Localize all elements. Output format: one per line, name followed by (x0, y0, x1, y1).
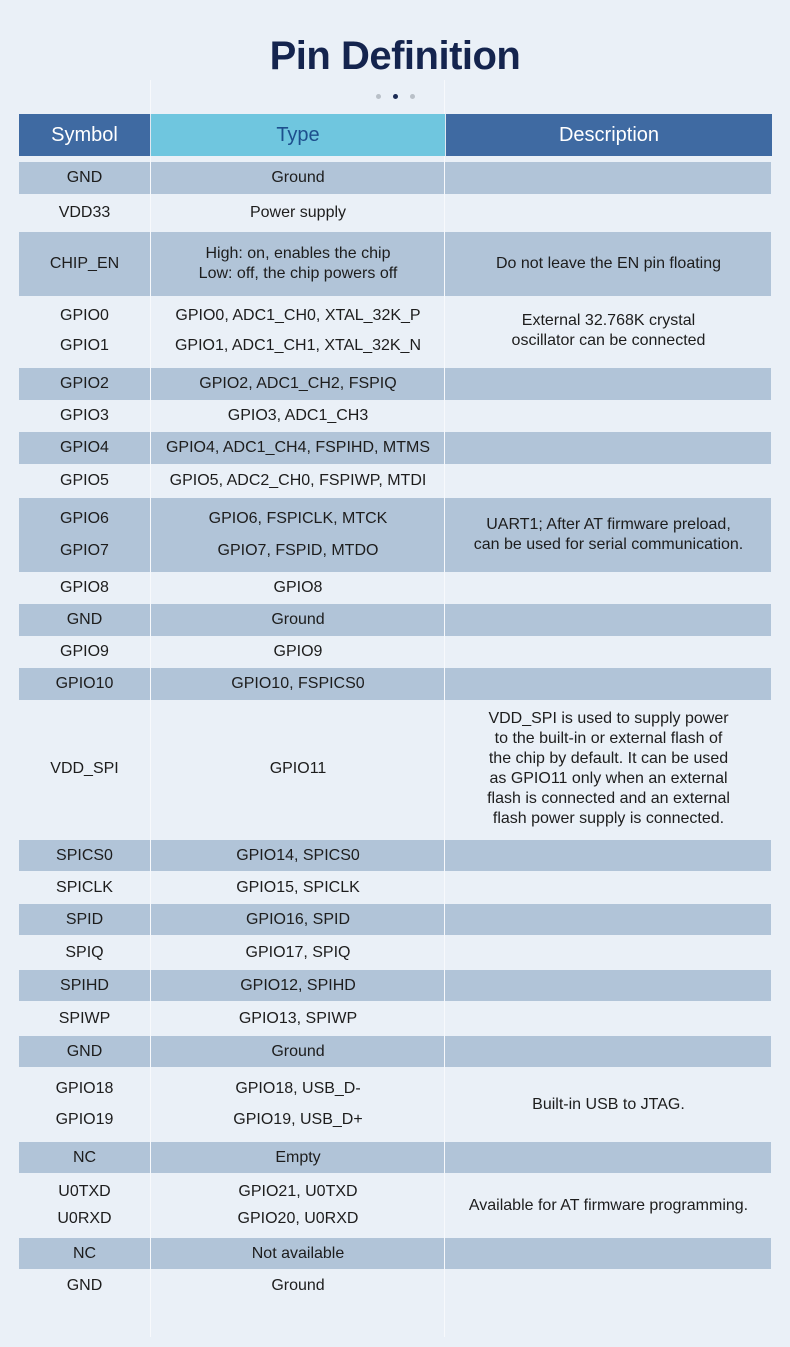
description-cell (446, 1270, 771, 1302)
description-cell (446, 1238, 771, 1269)
symbol-cell-text: GPIO2 (60, 375, 109, 392)
type-cell-text: High: on, enables the chip (205, 245, 391, 262)
type-cell (151, 604, 445, 636)
type-cell (151, 572, 445, 603)
table-header (19, 114, 771, 156)
type-cell (151, 872, 445, 904)
page-title: Pin Definition (269, 34, 521, 78)
type-cell-text: GPIO3, ADC1_CH3 (227, 406, 369, 424)
symbol-cell (19, 840, 150, 871)
cell-divider (444, 636, 445, 667)
description-cell-text: Available for AT firmware programming. (468, 1196, 749, 1214)
symbol-cell-text: VDD_SPI (50, 760, 119, 777)
symbol-cell (19, 232, 150, 296)
symbol-cell-text: SPIHD (60, 976, 109, 994)
symbol-cell (19, 296, 150, 366)
table-row (19, 904, 771, 935)
table-row (19, 464, 771, 497)
symbol-cell (19, 1174, 150, 1237)
symbol-cell-text: SPIQ (65, 943, 104, 961)
description-cell-text: the chip by default. It can be used (488, 750, 729, 767)
symbol-cell-text: GPIO10 (55, 675, 114, 692)
description-cell-text: as GPIO11 only when an external (489, 770, 728, 787)
description-cell (446, 872, 771, 904)
description-cell (446, 572, 771, 603)
table-row (19, 296, 771, 366)
table-row (19, 668, 771, 700)
symbol-cell-text: GPIO4 (60, 439, 109, 456)
type-cell (151, 936, 445, 969)
table-row (19, 700, 771, 838)
cell-divider (150, 1270, 151, 1302)
symbol-cell-text: GND (66, 169, 103, 186)
cell-divider (150, 668, 151, 700)
cell-divider (444, 1068, 445, 1141)
cell-divider (150, 162, 151, 194)
type-cell-text: GPIO0, ADC1_CH0, XTAL_32K_P (175, 307, 421, 324)
type-cell-text: GPIO6, FSPICLK, MTCK (208, 510, 388, 528)
type-cell (151, 196, 445, 229)
table-row (19, 604, 771, 636)
symbol-cell-text: SPICS0 (56, 846, 113, 864)
description-cell (446, 936, 771, 969)
symbol-cell (19, 872, 150, 904)
description-cell (446, 1036, 771, 1067)
cell-divider (444, 668, 445, 700)
type-cell-text: GPIO15, SPICLK (236, 879, 360, 896)
type-cell-text: Ground (271, 1042, 325, 1060)
cell-divider (444, 700, 445, 838)
type-cell-text: Ground (271, 1277, 325, 1294)
description-cell-text: to the built-in or external flash of (494, 730, 723, 747)
cell-divider (444, 1142, 445, 1173)
cell-divider (444, 1174, 445, 1237)
type-cell-text: Low: off, the chip powers off (198, 265, 398, 282)
type-cell-text: GPIO1, ADC1_CH1, XTAL_32K_N (174, 337, 422, 354)
symbol-cell (19, 162, 150, 194)
table-row (19, 196, 771, 229)
table-row (19, 1270, 771, 1302)
type-cell (151, 1238, 445, 1269)
type-cell (151, 1142, 445, 1173)
symbol-cell (19, 1142, 150, 1173)
header-symbol: Symbol (19, 114, 151, 156)
cell-divider (150, 498, 151, 572)
description-cell (446, 432, 771, 464)
description-cell (446, 1174, 771, 1237)
table-row (19, 232, 771, 296)
table-row (19, 840, 771, 871)
type-cell (151, 464, 445, 497)
type-cell (151, 232, 445, 296)
type-cell-text: Not available (251, 1244, 345, 1262)
symbol-cell (19, 196, 150, 229)
cell-divider (444, 296, 445, 366)
type-cell-text: GPIO7, FSPID, MTDO (217, 541, 379, 559)
type-cell-text: GPIO8 (273, 578, 323, 596)
cell-divider (444, 840, 445, 871)
cell-divider (150, 970, 151, 1001)
cell-divider (444, 936, 445, 969)
type-cell-text: Ground (271, 169, 325, 186)
type-cell-text: Power supply (249, 203, 347, 221)
type-cell-text: Ground (271, 611, 325, 628)
symbol-cell-text: NC (72, 1148, 97, 1166)
type-cell (151, 636, 445, 667)
type-cell-text: GPIO9 (273, 642, 323, 660)
description-cell (446, 904, 771, 935)
type-cell (151, 840, 445, 871)
table-row (19, 872, 771, 904)
cell-divider (444, 1270, 445, 1302)
symbol-cell-text: GPIO18 (55, 1080, 114, 1097)
table-row (19, 1142, 771, 1173)
cell-divider (150, 1036, 151, 1067)
carousel-dot[interactable] (410, 94, 415, 99)
cell-divider (444, 232, 445, 296)
symbol-cell (19, 498, 150, 572)
symbol-cell (19, 636, 150, 667)
cell-divider (444, 904, 445, 935)
description-cell (446, 668, 771, 700)
cell-divider (150, 464, 151, 497)
symbol-cell-text: GPIO0 (60, 307, 109, 324)
symbol-cell (19, 1270, 150, 1302)
type-cell-text: GPIO5, ADC2_CH0, FSPIWP, MTDI (169, 471, 427, 489)
symbol-cell-text: GPIO3 (60, 406, 109, 424)
table-row (19, 162, 771, 194)
symbol-cell-text: GND (66, 1277, 103, 1294)
cell-divider (150, 1142, 151, 1173)
cell-divider (150, 1068, 151, 1141)
description-cell-text: External 32.768K crystal (521, 312, 696, 329)
type-cell (151, 296, 445, 366)
symbol-cell-text: CHIP_EN (49, 255, 120, 272)
description-cell-text: can be used for serial communication. (473, 536, 744, 553)
cell-divider (150, 1002, 151, 1035)
symbol-cell (19, 604, 150, 636)
symbol-cell-text: SPID (65, 910, 104, 928)
table-row (19, 368, 771, 400)
cell-divider (150, 636, 151, 667)
cell-divider (150, 232, 151, 296)
symbol-cell-text: GPIO8 (60, 578, 109, 596)
cell-divider (150, 368, 151, 400)
header-type: Type (151, 114, 445, 156)
symbol-cell (19, 464, 150, 497)
symbol-cell-text: U0RXD (57, 1210, 112, 1228)
description-cell (446, 970, 771, 1001)
table-row (19, 936, 771, 969)
description-cell (446, 196, 771, 229)
type-cell-text: GPIO14, SPICS0 (236, 846, 360, 864)
cell-divider (444, 400, 445, 431)
table-row (19, 1068, 771, 1141)
type-cell-text: GPIO2, ADC1_CH2, FSPIQ (199, 375, 397, 392)
description-cell (446, 498, 771, 572)
table-row (19, 432, 771, 464)
description-cell (446, 604, 771, 636)
cell-divider (150, 1238, 151, 1269)
type-cell-text: Empty (275, 1148, 321, 1166)
description-cell (446, 296, 771, 366)
cell-divider (150, 400, 151, 431)
type-cell (151, 904, 445, 935)
cell-divider (150, 840, 151, 871)
type-cell (151, 1270, 445, 1302)
description-cell (446, 162, 771, 194)
symbol-cell (19, 970, 150, 1001)
cell-divider (150, 432, 151, 464)
type-cell-text: GPIO11 (269, 760, 327, 777)
description-cell (446, 232, 771, 296)
cell-divider (444, 872, 445, 904)
symbol-cell-text: GPIO7 (60, 541, 109, 559)
description-cell (446, 1002, 771, 1035)
carousel-dot[interactable] (376, 94, 381, 99)
symbol-cell (19, 368, 150, 400)
symbol-cell (19, 904, 150, 935)
type-cell (151, 1174, 445, 1237)
type-cell (151, 700, 445, 838)
description-cell (446, 1068, 771, 1141)
cell-divider (444, 432, 445, 464)
description-cell (446, 636, 771, 667)
symbol-cell-text: GPIO9 (60, 642, 109, 660)
symbol-cell (19, 700, 150, 838)
symbol-cell-text: VDD33 (58, 203, 111, 221)
symbol-cell-text: GPIO1 (60, 337, 109, 354)
table-row (19, 1174, 771, 1237)
symbol-cell-text: GPIO5 (60, 471, 109, 489)
type-cell (151, 1002, 445, 1035)
table-row (19, 1036, 771, 1067)
cell-divider (444, 970, 445, 1001)
description-cell-text: flash power supply is connected. (492, 810, 725, 827)
type-cell (151, 400, 445, 431)
type-cell-text: GPIO18, USB_D- (235, 1080, 361, 1097)
description-cell (446, 464, 771, 497)
type-cell (151, 1036, 445, 1067)
cell-divider (444, 464, 445, 497)
description-cell-text: oscillator can be connected (511, 332, 706, 349)
cell-divider (444, 196, 445, 229)
symbol-cell-text: GPIO19 (55, 1111, 114, 1128)
description-cell-text: UART1; After AT firmware preload, (486, 516, 731, 533)
carousel-dot-active[interactable] (393, 94, 398, 99)
description-cell (446, 840, 771, 871)
symbol-cell (19, 668, 150, 700)
cell-divider (444, 368, 445, 400)
symbol-cell-text: GPIO6 (60, 510, 109, 528)
header-description: Description (445, 114, 772, 156)
cell-divider (444, 572, 445, 603)
cell-divider (150, 296, 151, 366)
symbol-cell-text: GND (66, 1042, 103, 1060)
cell-divider (444, 498, 445, 572)
description-cell (446, 368, 771, 400)
cell-divider (150, 604, 151, 636)
cell-divider (444, 1238, 445, 1269)
type-cell-text: GPIO12, SPIHD (240, 976, 356, 994)
table-row (19, 498, 771, 572)
symbol-cell (19, 1068, 150, 1141)
type-cell (151, 432, 445, 464)
type-cell-text: GPIO20, U0RXD (237, 1210, 359, 1228)
table-row (19, 970, 771, 1001)
description-cell (446, 1142, 771, 1173)
symbol-cell-text: SPIWP (58, 1009, 111, 1027)
symbol-cell (19, 572, 150, 603)
symbol-cell (19, 1238, 150, 1269)
table-row (19, 1238, 771, 1269)
description-cell-text: VDD_SPI is used to supply power (488, 710, 729, 727)
type-cell (151, 162, 445, 194)
description-cell-text: flash is connected and an external (487, 790, 730, 807)
type-cell-text: GPIO19, USB_D+ (233, 1111, 363, 1128)
type-cell-text: GPIO21, U0TXD (238, 1182, 358, 1200)
symbol-cell-text: SPICLK (56, 879, 113, 896)
symbol-cell (19, 1002, 150, 1035)
cell-divider (150, 872, 151, 904)
type-cell-text: GPIO17, SPIQ (245, 943, 351, 961)
symbol-cell-text: U0TXD (58, 1182, 111, 1200)
cell-divider (150, 572, 151, 603)
carousel-indicator (376, 93, 416, 101)
table-row (19, 572, 771, 603)
type-cell (151, 498, 445, 572)
type-cell (151, 970, 445, 1001)
description-cell (446, 400, 771, 431)
cell-divider (444, 1002, 445, 1035)
type-cell (151, 368, 445, 400)
type-cell (151, 668, 445, 700)
symbol-cell (19, 400, 150, 431)
cell-divider (150, 700, 151, 838)
type-cell-text: GPIO13, SPIWP (238, 1009, 358, 1027)
symbol-cell-text: GND (66, 611, 103, 628)
table-row (19, 400, 771, 431)
cell-divider (150, 936, 151, 969)
cell-divider (444, 604, 445, 636)
type-cell-text: GPIO4, ADC1_CH4, FSPIHD, MTMS (165, 439, 431, 456)
description-cell-text: Built-in USB to JTAG. (532, 1095, 685, 1113)
type-cell-text: GPIO10, FSPICS0 (231, 675, 365, 692)
table-row (19, 636, 771, 667)
symbol-cell (19, 1036, 150, 1067)
symbol-cell-text: NC (72, 1244, 97, 1262)
symbol-cell (19, 432, 150, 464)
cell-divider (150, 904, 151, 935)
cell-divider (444, 162, 445, 194)
description-cell (446, 700, 771, 838)
type-cell-text: GPIO16, SPID (245, 910, 351, 928)
description-cell-text: Do not leave the EN pin floating (495, 255, 722, 272)
symbol-cell (19, 936, 150, 969)
table-row (19, 1002, 771, 1035)
type-cell (151, 1068, 445, 1141)
pin-table (19, 114, 771, 1294)
cell-divider (150, 1174, 151, 1237)
cell-divider (150, 196, 151, 229)
cell-divider (444, 1036, 445, 1067)
